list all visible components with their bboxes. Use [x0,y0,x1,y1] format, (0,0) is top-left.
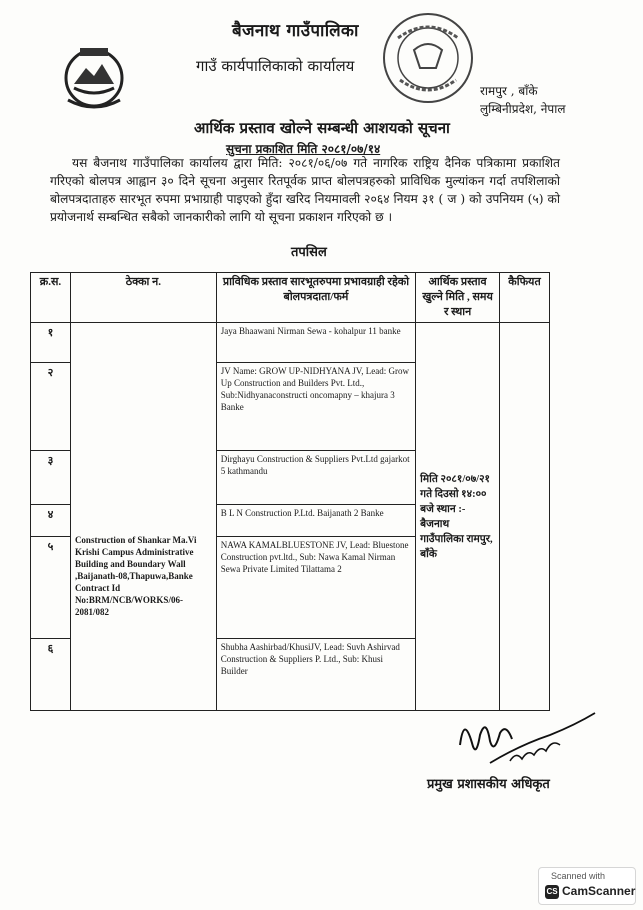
header-remarks: कैफियत [500,273,550,323]
notice-title: आर्थिक प्रस्ताव खोल्ने सम्बन्धी आशयको सूचना [194,119,450,137]
bidder-cell: NAWA KAMALBLUESTONE JV, Lead: Bluestone Construction pvt.ltd., Sub: Nawa Kamal Nirman Sewa Private Limited Tilattama 2 [216,537,415,639]
location-line-2: लुम्बिनीप्रदेश, नेपाल [480,102,566,116]
section-heading: तपसिल [291,245,327,260]
row-sn: ३ [31,451,71,505]
notice-published-date: सुचना प्रकाशित मिति २०८१/०७/१४ [226,142,381,156]
contract-id-cell: Construction of Shankar Ma.Vi Krishi Campus Administrative Building and Boundary Wall ,Baijanath-08,Thapuwa,Banke Contract Id No:BRM/NCB/WORKS/06-2081/082 [70,323,216,711]
notice-body: यस बैजनाथ गाउँपालिका कार्यालय द्वारा मिति: २०८१/०६/०७ गते नागरिक राष्ट्रिय दैनिक पत्रिकामा प्रकाशित गरिएको बोलपत्र आह्वान ३० दिने सूचना अनुसार रितपूर्वक प्राप्त बोलपत्रहरुको प्राविधिक मुल्यांकन गर्दा तपशिलाको बोलपत्रदाताहरु सारभूत रुपमा प्रभाग्राही पाइएको हुँदा खरिद नियमावली २०६४ नियम ३१ ( ज ) को उपनियम (५) को प्रयोजनार्थ सम्बन्धित सबैको जानकारीको लागि यो सूचना प्रकाशन गरिएको छ । [50,156,560,224]
handwritten-signature-icon [450,705,600,775]
camscanner-watermark [538,867,636,905]
bidder-cell: Shubha Aashirbad/KhusiJV, Lead: Suvh Ashirvad Construction & Suppliers P. Ltd., Sub: Khusi Builder [216,639,415,711]
officer-designation: प्रमुख प्रशासकीय अधिकृत [427,777,550,792]
bidder-cell: Jaya Bhaawani Nirman Sewa - kohalpur 11 banke [216,323,415,363]
bidder-cell: B L N Construction P.Ltd. Baijanath 2 Banke [216,505,415,537]
camscanner-logo-icon: CS [545,885,559,899]
municipality-title: बैजनाथ गाउँपालिका [232,21,359,41]
row-sn: ४ [31,505,71,537]
row-sn: ६ [31,639,71,711]
header-sn: क्र.स. [31,273,71,323]
office-subtitle: गाउँ कार्यपालिकाको कार्यालय [196,57,355,75]
opening-date-cell: मिति २०८१/०७/२१ गते दिउसो १४:०० बजे स्थान :- बैजनाथ गाउँपालिका रामपुर, बाँके [416,323,500,711]
bidders-table [30,272,550,711]
scanned-with-label: Scanned with [551,871,606,881]
remarks-cell [500,323,550,711]
table-header-row [31,273,550,323]
office-seal-stamp-icon [378,8,478,108]
bidder-cell: JV Name: GROW UP-NIDHYANA JV, Lead: Grow Up Construction and Builders Pvt. Ltd., Sub:Nidhyanaconstructi oncomapny – khajura 3 Banke [216,363,415,451]
camscanner-name: CamScanner [562,884,636,898]
bidder-cell: Dirghayu Construction & Suppliers Pvt.Ltd gajarkot 5 kathmandu [216,451,415,505]
nepal-emblem-icon [60,40,128,112]
row-sn: ५ [31,537,71,639]
location-line-1: रामपुर , बाँके [480,84,538,98]
header-contract: ठेक्का न. [70,273,216,323]
header-bidder: प्राविधिक प्रस्ताव सारभूतरुपमा प्रभावग्राही रहेको बोलपत्रदाता/फर्म [216,273,415,323]
row-sn: १ [31,323,71,363]
table-row [31,323,550,363]
header-opening: आर्थिक प्रस्ताव खुल्ने मिति , समय र स्थान [416,273,500,323]
row-sn: २ [31,363,71,451]
